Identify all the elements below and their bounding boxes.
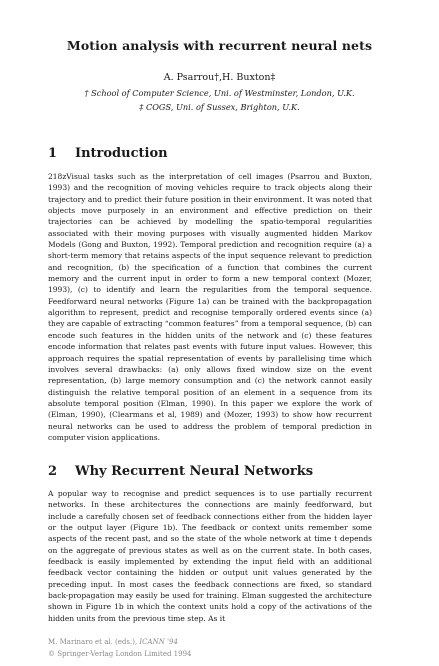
introduction-paragraph: 218zVisual tasks such as the interpretation of cell images (Psarrou and Buxton, 1993) and the recognition of moving vehicles require to track objects along their trajectory and to predict their future position in their environment. It was noted that objects move purposely in an environment and effective prediction on their trajectories can be achieved by modelling the spatio-temporal regularities associated with their moving purposes with visually augmented hidden Markov Models (Gong and Buxton, 1992). Temporal prediction and recognition require (a) a short-term memory that retains aspects of the input sequence relevant to prediction and recognition, (b) the specification of a function that combines the current memory and the current input in order to form a new temporal context (Mozer, 1993), (c) to identify and learn the regularities from the temporal sequence. Feedforward neural networks (Figure 1a) can be trained with the backpropagation algorithm to represent, predict and recognise temporally ordered events since (a) they are capable of extracting “common features” from a temporal sequence, (b) can encode such features in the hidden units of the network and (c) these features encode information that relates past events with future input values. However, this approach requires the spatial representation of events by parallelising time which involves several drawbacks: (a) only allows fixed window size on the event representation, (b) large memory consumption and (c) the network cannot easily distinguish the relative temporal position of an element in a sequence from its absolute temporal position (Elman, 1990). In this paper we explore the work of (Elman, 1990), (Clearmans et al, 1989) and (Mozer, 1993) to show how recurrent neural networks can be used to address the problem of temporal prediction in computer vision applications.: [48, 172, 372, 442]
paper-title: Motion analysis with recurrent neural nets: [66, 38, 373, 53]
section-title: Introduction: [75, 146, 168, 161]
affiliation-sussex: ‡ COGS, Uni. of Sussex, Brighton, U.K.: [139, 102, 300, 112]
footer-editors-text: M. Marinaro et al. (eds.),: [48, 638, 138, 646]
footer-copyright: © Springer-Verlag London Limited 1994: [48, 650, 192, 658]
section-number: 2: [48, 464, 58, 479]
why-recurrent-paragraph: A popular way to recognise and predict sequences is to use partially recurrent networks. In these architectures the connections are mainly feedforward, but include a carefully chosen set of feedback connections either from the hidden layer or the output layer (Figure 1b). The feedback or context units remember some aspects of the recent past, and so the state of the whole network at time t depends on the aggregate of previous states as well as on the current state. In both cases, feedback is easily implemented by extending the input field with an additional feedback vector containing the hidden or output unit values generated by the preceding input. In most cases the feedback connections are fixed, so standard back-propagation may easily be used for training. Elman suggested the architecture shown in Figure 1b in which the context units hold a copy of the activations of the hidden units from the previous time step. As it: [48, 489, 372, 623]
section-heading-introduction: [48, 146, 168, 161]
affiliation-westminster: † School of Computer Science, Uni. of Westminster, London, U.K.: [84, 88, 355, 98]
section-title: Why Recurrent Neural Networks: [75, 464, 314, 479]
footer-editors: [48, 638, 178, 646]
section-number: 1: [48, 146, 58, 161]
paper-authors: A. Psarrou†,H. Buxton‡: [163, 72, 276, 83]
footer-journal: ICANN '94: [139, 638, 178, 646]
section-heading-why-recurrent: [48, 464, 313, 479]
